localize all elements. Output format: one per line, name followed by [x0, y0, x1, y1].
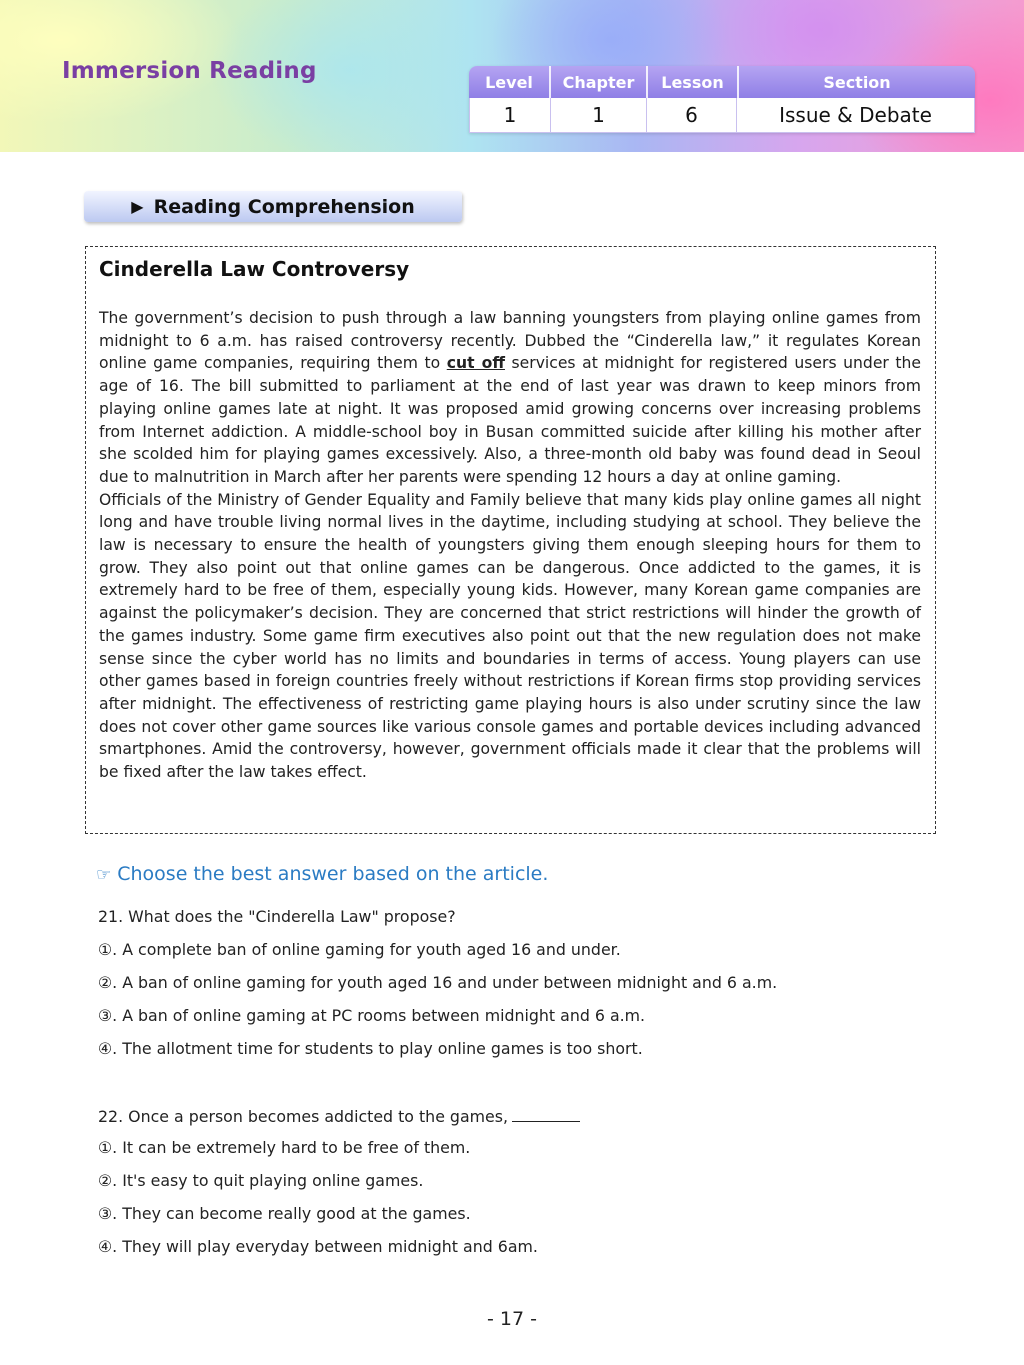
level-value: 1: [470, 98, 551, 132]
chapter-value: 1: [551, 98, 647, 132]
question-22-stem: 22. Once a person becomes addicted to the games,: [98, 1107, 509, 1126]
question-22-stem-line: [98, 1105, 580, 1126]
level-header: Level: [469, 66, 551, 98]
question-21-option-1[interactable]: ①. A complete ban of online gaming for youth aged 16 and under.: [98, 940, 621, 959]
article-box: [85, 246, 936, 834]
question-21-option-3[interactable]: ③. A ban of online gaming at PC rooms between midnight and 6 a.m.: [98, 1006, 646, 1025]
article-body: [99, 307, 921, 784]
answer-blank: [512, 1105, 580, 1122]
paragraph-1-end: services at midnight for registered users under the age of 16. The bill submitted to parliament at the end of last year was drawn to keep minors from playing online games late at night. It was proposed amid growing concerns over increasing problems from Internet addiction. A middle-school boy in Busan committed suicide after killing his mother after she scolded him for playing games excessively. Also, a three-month old baby was found dead in Seoul due to malnutrition in March after her parents were spending 12 hours a day at online gaming.: [99, 354, 922, 486]
question-22-option-3[interactable]: ③. They can become really good at the games.: [98, 1204, 471, 1223]
brand-title: Immersion Reading: [62, 58, 317, 84]
section-value: Issue & Debate: [779, 103, 932, 127]
lesson-value: 6: [647, 98, 737, 132]
article-paragraph-2: Officials of the Ministry of Gender Equality and Family believe that many kids play online games all night long and have trouble living normal lives in the daytime, including studying at school. They believe the law is necessary to ensure the health of youngsters giving them enough sleeping hours for them to grow. They also point out that online games can be dangerous. Once addicted to the games, it is extremely hard to be free of them, especially young kids. However, many Korean game companies are against the policymaker’s decision. They are concerned that strict restrictions will hinder the growth of the games industry. Some game firm executives also point out that the new regulation does not make sense since the cyber world has no limits and boundaries in terms of access. Young players can use other games based in foreign countries freely without restrictions if Korean firms stop providing services after midnight. The effectiveness of restricting game playing hours is also under scrutiny since the law does not cover other game sources like various console games and portable devices including advanced smartphones. Amid the controversy, however, government officials made it clear that the problems will be fixed after the law takes effect.: [99, 490, 921, 782]
page-number: - 17 -: [487, 1308, 537, 1330]
section-tab-label: Reading Comprehension: [153, 195, 415, 218]
article-title: Cinderella Law Controversy: [99, 257, 410, 281]
section-header: Section: [823, 72, 891, 92]
question-21-option-4[interactable]: ④. The allotment time for students to play online games is too short.: [98, 1039, 643, 1058]
paragraph-1-start: The government’s decision to push through a law banning youngsters from playing online games from midnight to 6 a.m. has raised controversy recently. Dubbed the “Cinderella law,” it regulates Korean online game companies, requiring them to: [99, 309, 921, 373]
lesson-info-table: [469, 66, 975, 133]
play-triangle-icon: ▶: [131, 197, 144, 216]
article-paragraph-1: [99, 307, 921, 489]
section-tab: [84, 191, 462, 222]
instruction: [96, 863, 548, 885]
pointing-hand-icon: ☞: [96, 865, 112, 885]
question-22-option-1[interactable]: ①. It can be extremely hard to be free of them.: [98, 1138, 471, 1157]
cut-off-emphasis: cut off: [446, 354, 505, 373]
lesson-info-header: [469, 66, 975, 98]
instruction-text: Choose the best answer based on the article.: [117, 863, 549, 885]
chapter-header: Chapter: [551, 66, 648, 98]
header-banner: [0, 0, 1024, 152]
lesson-info-values: [469, 98, 975, 133]
question-21-option-2[interactable]: ②. A ban of online gaming for youth aged 16 and under between midnight and 6 a.m.: [98, 973, 778, 992]
question-22-option-4[interactable]: ④. They will play everyday between midnight and 6am.: [98, 1237, 538, 1256]
lesson-header: Lesson: [648, 66, 739, 98]
question-21-stem: 21. What does the "Cinderella Law" propose?: [98, 907, 456, 926]
question-22-option-2[interactable]: ②. It's easy to quit playing online games.: [98, 1171, 424, 1190]
